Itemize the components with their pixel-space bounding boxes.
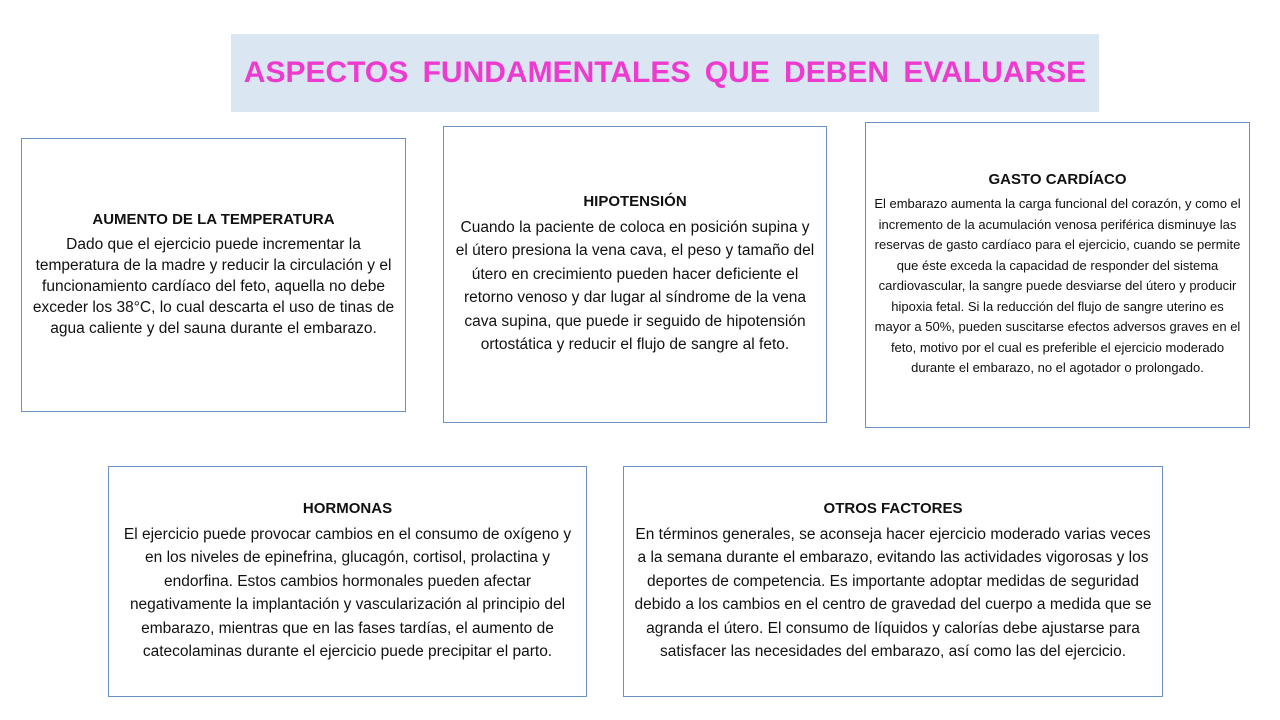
card-hormones-body: El ejercicio puede provocar cambios en el consumo de oxígeno y en los niveles de epinefrina, glucagón, cortisol, prolactina y endorfina. Estos cambios hormonales pueden afectar negativamente la implantación y vascularización al principio del embarazo, mientras que en las fases tardías, el aumento de catecolaminas durante el ejercicio puede precipitar el parto. [123, 525, 572, 660]
card-temperature-heading: AUMENTO DE LA TEMPERATURA [92, 211, 335, 228]
card-other-factors [623, 466, 1163, 697]
title-banner [231, 34, 1099, 112]
card-temperature [21, 138, 406, 412]
card-other-factors-heading: OTROS FACTORES [823, 499, 963, 517]
page-title: ASPECTOS FUNDAMENTALES QUE DEBEN EVALUARSE [243, 56, 1087, 89]
card-cardiac-output [865, 122, 1250, 428]
card-other-factors-body: En términos generales, se aconseja hacer ejercicio moderado varias veces a la semana durante el embarazo, evitando las actividades vigorosas y los deportes de competencia. Es importante adoptar medidas de seguridad debido a los cambios en el centro de gravedad del cuerpo a medida que se agranda el útero. El consumo de líquidos y calorías debe ajustarse para satisfacer las necesidades del embarazo, así como las del ejercicio. [634, 525, 1152, 660]
card-cardiac-output-heading: GASTO CARDÍACO [988, 171, 1127, 189]
card-hormones [108, 466, 587, 697]
card-cardiac-output-body: El embarazo aumenta la carga funcional del corazón, y como el incremento de la acumulación venosa periférica disminuye las reservas de gasto cardíaco para el ejercicio, cuando se permite que éste exceda la capacidad de responder del sistema cardiovascular, la sangre puede desviarse del útero y producir hipoxia fetal. Si la reducción del flujo de sangre uterino es mayor a 50%, pueden suscitarse efectos adversos graves en el feto, motivo por el cual es preferible el ejercicio moderado durante el embarazo, no el agotador o prolongado. [874, 196, 1241, 376]
card-hypotension-heading: HIPOTENSIÓN [583, 192, 687, 210]
card-hypotension-body: Cuando la paciente de coloca en posición supina y el útero presiona la vena cava, el peso y tamaño del útero en crecimiento pueden hacer deficiente el retorno venoso y dar lugar al síndrome de la vena cava supina, que puede ir seguido de hipotensión ortostática y reducir el flujo de sangre al feto. [455, 218, 815, 353]
card-temperature-body: Dado que el ejercicio puede incrementar la temperatura de la madre y reducir la circulación y el funcionamiento cardíaco del feto, aquella no debe exceder los 38°C, lo cual descarta el uso de tinas de agua caliente y del sauna durante el embarazo. [32, 236, 395, 337]
card-hormones-heading: HORMONAS [302, 499, 393, 517]
card-hypotension [443, 126, 827, 423]
